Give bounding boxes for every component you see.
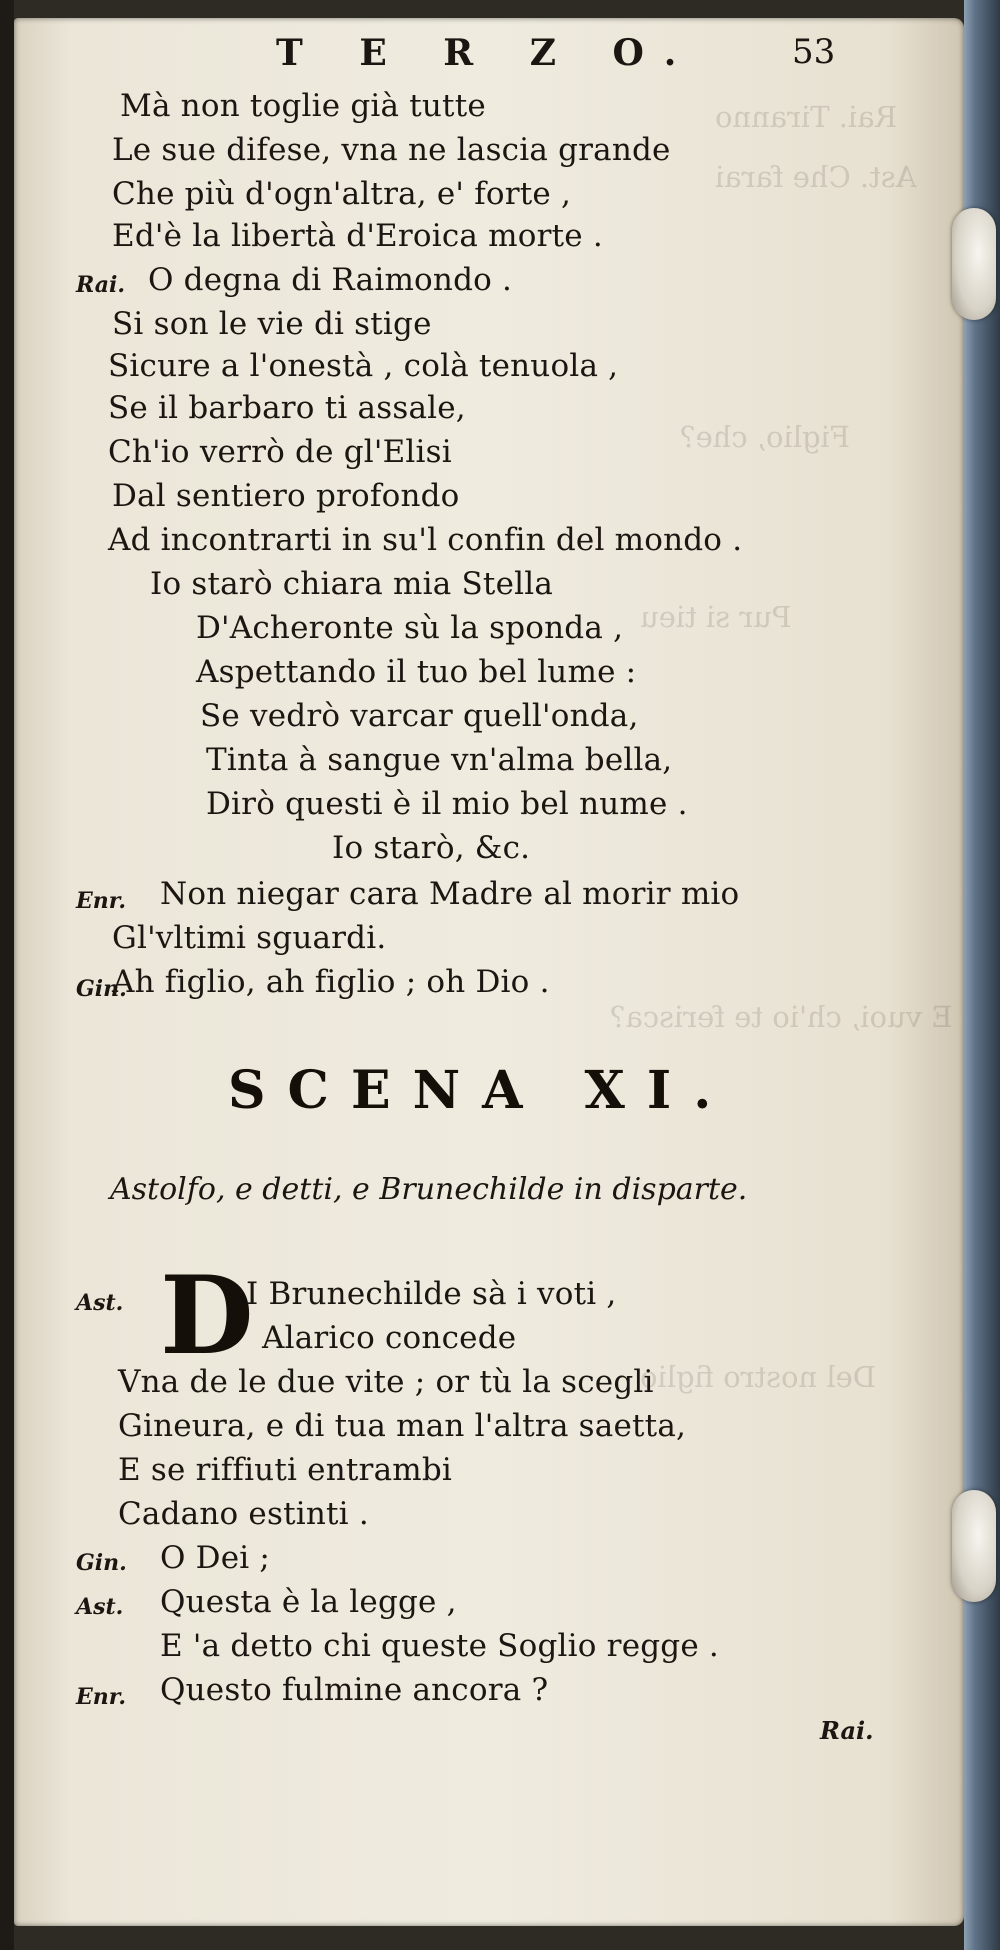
verse-line: Ed'è la libertà d'Eroica morte . xyxy=(112,218,603,254)
verse-line: E se riffiuti entrambi xyxy=(118,1452,453,1488)
book-gutter xyxy=(0,0,14,1950)
show-through: Del nostro figlio xyxy=(640,1360,877,1394)
aria-line: Io starò chiara mia Stella xyxy=(150,566,554,602)
speaker-label: Gin. xyxy=(76,976,127,1002)
verse-line: Che più d'ogn'altra, e' forte , xyxy=(112,176,572,212)
binder-clip xyxy=(952,1490,996,1602)
speaker-label: Enr. xyxy=(76,888,126,914)
verse-line: Alarico concede xyxy=(262,1320,517,1356)
binder-clip xyxy=(952,208,996,320)
show-through: Rai. Tiranno xyxy=(715,100,898,134)
verse-line: Cadano estinti . xyxy=(118,1496,369,1532)
verse-line: Se il barbaro ti assale, xyxy=(108,390,466,426)
verse-line: Questo fulmine ancora ? xyxy=(160,1672,549,1708)
show-through: Figlio, che? xyxy=(680,420,851,454)
verse-line: Mà non toglie già tutte xyxy=(120,88,486,124)
catchword: Rai. xyxy=(820,1716,874,1745)
aria-line: Se vedrò varcar quell'onda, xyxy=(200,698,639,734)
running-title: T E R Z O. xyxy=(276,32,699,74)
speaker-label: Ast. xyxy=(76,1290,124,1316)
verse-line: Si son le vie di stige xyxy=(112,306,432,342)
verse-line: E 'a detto chi queste Soglio regge . xyxy=(160,1628,719,1664)
verse-line: O Dei ; xyxy=(160,1540,271,1576)
verse-line: Vna de le due vite ; or tù la scegli xyxy=(118,1364,654,1400)
verse-line: Le sue difese, vna ne lascia grande xyxy=(112,132,671,168)
speaker-label: Ast. xyxy=(76,1594,124,1620)
aria-line: Io starò, &c. xyxy=(332,830,531,866)
aria-line: D'Acheronte sù la sponda , xyxy=(196,610,624,646)
stage-direction: Astolfo, e detti, e Brunechilde in disparte. xyxy=(110,1172,748,1207)
verse-line: Non niegar cara Madre al morir mio xyxy=(160,876,740,912)
verse-line: Gl'vltimi sguardi. xyxy=(112,920,387,956)
aria-line: Aspettando il tuo bel lume : xyxy=(196,654,637,690)
verse-line: Questa è la legge , xyxy=(160,1584,457,1620)
show-through: E vuoi, ch'io te ferisca? xyxy=(610,1000,953,1034)
aria-line: Dirò questi è il mio bel nume . xyxy=(206,786,688,822)
verse-line: I Brunechilde sà i voti , xyxy=(246,1276,617,1312)
verse-line: Ad incontrarti in su'l confin del mondo . xyxy=(108,522,743,558)
verse-line: Sicure a l'onestà , colà tenuola , xyxy=(108,348,619,384)
speaker-label: Gin. xyxy=(76,1550,127,1576)
drop-capital: D xyxy=(160,1253,254,1379)
page-number: 53 xyxy=(792,32,836,72)
speaker-label: Rai. xyxy=(76,272,126,298)
aria-line: Tinta à sangue vn'alma bella, xyxy=(206,742,673,778)
scene-title: SCENA XI. xyxy=(228,1060,734,1121)
verse-line: O degna di Raimondo . xyxy=(148,262,513,298)
verse-line: Ah figlio, ah figlio ; oh Dio . xyxy=(112,964,550,1000)
show-through: Ast. Che farai xyxy=(715,160,917,194)
speaker-label: Enr. xyxy=(76,1684,126,1710)
verse-line: Gineura, e di tua man l'altra saetta, xyxy=(118,1408,687,1444)
verse-line: Ch'io verrò de gl'Elisi xyxy=(108,434,452,470)
show-through: Pur si tieu xyxy=(640,600,792,634)
verse-line: Dal sentiero profondo xyxy=(112,478,460,514)
